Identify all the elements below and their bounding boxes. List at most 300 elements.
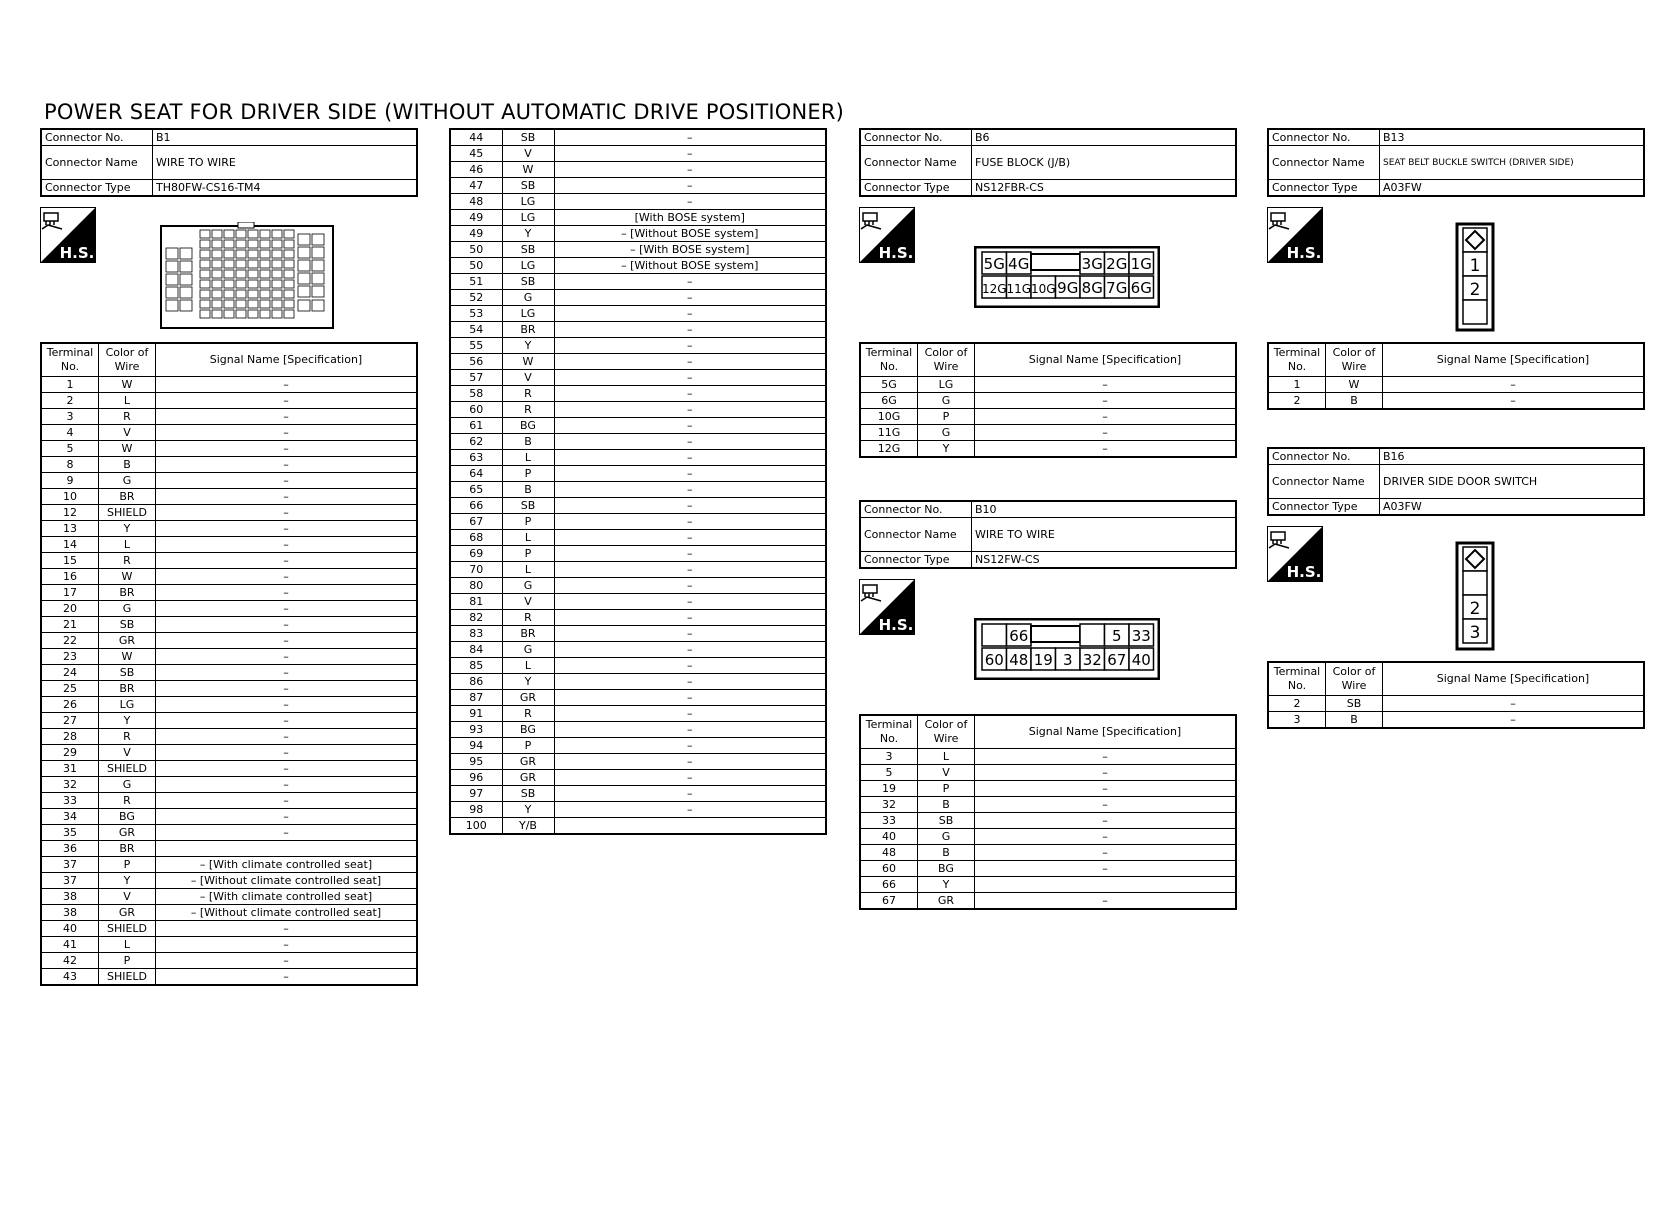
- wire-color-cell: BG: [99, 809, 156, 825]
- terminal-no-cell: 33: [860, 813, 918, 829]
- signal-name-cell: –: [554, 466, 826, 482]
- wire-color-cell: B: [502, 482, 554, 498]
- table-row: [41, 569, 417, 585]
- table-row: [860, 893, 1236, 910]
- harness-side-icon: [859, 579, 915, 635]
- table-row: [41, 553, 417, 569]
- table-row: [41, 761, 417, 777]
- wire-color-cell: SHIELD: [99, 921, 156, 937]
- terminal-no-cell: 49: [450, 226, 502, 242]
- table-row: [860, 845, 1236, 861]
- signal-name-cell: –: [554, 578, 826, 594]
- table-row: [450, 594, 826, 610]
- svg-text:3: 3: [1062, 651, 1073, 669]
- wire-color-cell: GR: [99, 825, 156, 841]
- wire-color-cell: P: [502, 546, 554, 562]
- wire-color-cell: L: [502, 530, 554, 546]
- table-row: [41, 937, 417, 953]
- signal-name-cell: –: [554, 626, 826, 642]
- terminal-no-cell: 41: [41, 937, 99, 953]
- terminal-no-cell: 40: [860, 829, 918, 845]
- table-row: [41, 521, 417, 537]
- svg-text:5G: 5G: [983, 255, 1005, 273]
- wire-color-cell: SB: [502, 498, 554, 514]
- signal-name-cell: –: [156, 601, 418, 617]
- table-row: [41, 841, 417, 857]
- terminal-no-cell: 20: [41, 601, 99, 617]
- table-row: [450, 434, 826, 450]
- wire-color-cell: BR: [99, 681, 156, 697]
- signal-name-cell: –: [156, 489, 418, 505]
- svg-text:H.S.: H.S.: [878, 616, 914, 634]
- connector-b13-terminal-table: [1267, 342, 1645, 410]
- wire-color-cell: V: [99, 745, 156, 761]
- signal-name-cell: –: [156, 441, 418, 457]
- table-row: [450, 610, 826, 626]
- wire-color-cell: Y: [918, 877, 975, 893]
- signal-name-cell: –: [554, 674, 826, 690]
- header-terminal: Terminal No.: [860, 715, 918, 749]
- table-row: [1268, 696, 1644, 712]
- wire-color-cell: B: [1326, 393, 1383, 410]
- signal-name-cell: – [Without climate controlled seat]: [156, 873, 418, 889]
- terminal-no-cell: 66: [450, 498, 502, 514]
- signal-name-cell: –: [554, 434, 826, 450]
- table-row: [41, 745, 417, 761]
- svg-text:33: 33: [1131, 627, 1151, 645]
- wire-color-cell: SB: [502, 786, 554, 802]
- table-row: [860, 797, 1236, 813]
- signal-name-cell: –: [975, 377, 1237, 393]
- svg-text:10G: 10G: [1030, 282, 1056, 296]
- signal-name-cell: –: [554, 562, 826, 578]
- wire-color-cell: B: [918, 845, 975, 861]
- signal-name-cell: –: [156, 953, 418, 969]
- terminal-no-cell: 14: [41, 537, 99, 553]
- signal-name-cell: – [Without BOSE system]: [554, 258, 826, 274]
- terminal-no-cell: 48: [450, 194, 502, 210]
- svg-text:6G: 6G: [1130, 279, 1152, 297]
- terminal-no-cell: 3: [860, 749, 918, 765]
- wire-color-cell: SB: [502, 242, 554, 258]
- terminal-no-cell: 5: [860, 765, 918, 781]
- wire-color-cell: SB: [918, 813, 975, 829]
- terminal-no-cell: 52: [450, 290, 502, 306]
- signal-name-cell: –: [554, 306, 826, 322]
- terminal-no-cell: 50: [450, 242, 502, 258]
- terminal-no-cell: 70: [450, 562, 502, 578]
- terminal-no-cell: 25: [41, 681, 99, 697]
- signal-name-cell: –: [156, 793, 418, 809]
- signal-name-cell: –: [156, 377, 418, 393]
- terminal-no-cell: 63: [450, 450, 502, 466]
- signal-name-cell: –: [975, 813, 1237, 829]
- table-row: [41, 425, 417, 441]
- signal-name-cell: –: [975, 393, 1237, 409]
- signal-name-cell: –: [975, 749, 1237, 765]
- terminal-no-cell: 38: [41, 889, 99, 905]
- signal-name-cell: –: [156, 409, 418, 425]
- harness-side-icon: [40, 207, 96, 263]
- svg-text:11G: 11G: [1006, 282, 1032, 296]
- table-row: [450, 514, 826, 530]
- wire-color-cell: B: [502, 434, 554, 450]
- header-signal: Signal Name [Specification]: [1383, 343, 1645, 377]
- signal-name-cell: –: [554, 290, 826, 306]
- table-row: [1268, 712, 1644, 729]
- header-color: Color of Wire: [918, 343, 975, 377]
- table-row: [450, 626, 826, 642]
- terminal-no-cell: 8: [41, 457, 99, 473]
- signal-name-cell: –: [156, 729, 418, 745]
- terminal-no-cell: 48: [860, 845, 918, 861]
- wire-color-cell: LG: [99, 697, 156, 713]
- signal-name-cell: –: [156, 521, 418, 537]
- table-row: [450, 770, 826, 786]
- wire-color-cell: LG: [918, 377, 975, 393]
- table-row: [860, 829, 1236, 845]
- table-row: [450, 402, 826, 418]
- table-row: [41, 809, 417, 825]
- table-row: [450, 210, 826, 226]
- wire-color-cell: BG: [502, 722, 554, 738]
- signal-name-cell: –: [1383, 712, 1645, 729]
- wire-color-cell: W: [1326, 377, 1383, 393]
- signal-name-cell: –: [156, 585, 418, 601]
- header-signal: Signal Name [Specification]: [156, 343, 418, 377]
- table-row: [860, 765, 1236, 781]
- wire-color-cell: P: [99, 857, 156, 873]
- wire-color-cell: G: [918, 393, 975, 409]
- wire-color-cell: SHIELD: [99, 761, 156, 777]
- signal-name-cell: –: [554, 450, 826, 466]
- wire-color-cell: BR: [502, 626, 554, 642]
- terminal-no-cell: 5G: [860, 377, 918, 393]
- signal-name-cell: –: [156, 473, 418, 489]
- terminal-no-cell: 91: [450, 706, 502, 722]
- terminal-no-cell: 50: [450, 258, 502, 274]
- table-row: [41, 697, 417, 713]
- signal-name-cell: –: [156, 921, 418, 937]
- wire-color-cell: W: [502, 162, 554, 178]
- wire-color-cell: GR: [502, 770, 554, 786]
- terminal-no-cell: 57: [450, 370, 502, 386]
- signal-name-cell: –: [975, 765, 1237, 781]
- signal-name-cell: –: [156, 745, 418, 761]
- svg-text:2: 2: [1469, 280, 1481, 300]
- svg-text:3: 3: [1469, 623, 1481, 643]
- terminal-no-cell: 22: [41, 633, 99, 649]
- wire-color-cell: W: [99, 649, 156, 665]
- table-row: [450, 338, 826, 354]
- signal-name-cell: –: [554, 738, 826, 754]
- terminal-no-cell: 44: [450, 129, 502, 146]
- terminal-no-cell: 3: [1268, 712, 1326, 729]
- signal-name-cell: –: [156, 537, 418, 553]
- terminal-no-cell: 31: [41, 761, 99, 777]
- label-connector-name: Connector Name: [1268, 465, 1380, 499]
- terminal-no-cell: 96: [450, 770, 502, 786]
- table-row: [41, 585, 417, 601]
- signal-name-cell: –: [156, 633, 418, 649]
- signal-name-cell: –: [554, 530, 826, 546]
- terminal-no-cell: 34: [41, 809, 99, 825]
- table-row: [450, 578, 826, 594]
- wire-color-cell: SB: [502, 178, 554, 194]
- table-row: [860, 377, 1236, 393]
- connector-b1-terminal-table-continued: [449, 128, 827, 835]
- wire-color-cell: G: [918, 829, 975, 845]
- connector-name-value: WIRE TO WIRE: [972, 518, 1237, 552]
- signal-name-cell: –: [156, 777, 418, 793]
- harness-side-icon: [1267, 526, 1323, 582]
- terminal-no-cell: 2: [41, 393, 99, 409]
- table-row: [41, 857, 417, 873]
- svg-text:4G: 4G: [1008, 255, 1030, 273]
- svg-text:66: 66: [1009, 627, 1029, 645]
- terminal-no-cell: 24: [41, 665, 99, 681]
- signal-name-cell: –: [554, 546, 826, 562]
- signal-name-cell: –: [156, 969, 418, 986]
- terminal-no-cell: 51: [450, 274, 502, 290]
- terminal-no-cell: 13: [41, 521, 99, 537]
- terminal-no-cell: 17: [41, 585, 99, 601]
- connector-type-value: NS12FBR-CS: [972, 180, 1237, 197]
- svg-text:60: 60: [984, 651, 1004, 669]
- svg-text:48: 48: [1009, 651, 1029, 669]
- wire-color-cell: L: [502, 562, 554, 578]
- signal-name-cell: –: [156, 937, 418, 953]
- connector-b1-info: [40, 128, 418, 197]
- wire-color-cell: LG: [502, 194, 554, 210]
- wire-color-cell: LG: [502, 258, 554, 274]
- svg-text:19: 19: [1033, 651, 1053, 669]
- wire-color-cell: V: [99, 425, 156, 441]
- label-connector-name: Connector Name: [860, 518, 972, 552]
- terminal-no-cell: 58: [450, 386, 502, 402]
- connector-type-value: A03FW: [1380, 180, 1645, 197]
- terminal-no-cell: 84: [450, 642, 502, 658]
- label-connector-type: Connector Type: [860, 552, 972, 569]
- wire-color-cell: W: [99, 441, 156, 457]
- svg-text:H.S.: H.S.: [878, 244, 914, 262]
- table-row: [41, 905, 417, 921]
- connector-no-value: B1: [153, 129, 418, 146]
- terminal-no-cell: 97: [450, 786, 502, 802]
- terminal-no-cell: 60: [450, 402, 502, 418]
- signal-name-cell: –: [1383, 393, 1645, 410]
- signal-name-cell: [156, 841, 418, 857]
- table-row: [1268, 377, 1644, 393]
- terminal-no-cell: 29: [41, 745, 99, 761]
- header-color: Color of Wire: [1326, 662, 1383, 696]
- header-signal: Signal Name [Specification]: [975, 343, 1237, 377]
- wire-color-cell: GR: [918, 893, 975, 910]
- terminal-no-cell: 6G: [860, 393, 918, 409]
- svg-text:40: 40: [1131, 651, 1151, 669]
- table-row: [41, 377, 417, 393]
- signal-name-cell: –: [1383, 696, 1645, 712]
- table-row: [450, 562, 826, 578]
- terminal-no-cell: 9: [41, 473, 99, 489]
- table-row: [860, 813, 1236, 829]
- wire-color-cell: P: [502, 466, 554, 482]
- wire-color-cell: L: [99, 937, 156, 953]
- wire-color-cell: G: [502, 290, 554, 306]
- signal-name-cell: –: [554, 770, 826, 786]
- connector-no-value: B16: [1380, 448, 1645, 465]
- terminal-no-cell: 1: [1268, 377, 1326, 393]
- terminal-no-cell: 69: [450, 546, 502, 562]
- wire-color-cell: G: [99, 601, 156, 617]
- connector-b10-terminal-table: [859, 714, 1237, 910]
- signal-name-cell: –: [554, 194, 826, 210]
- connector-no-value: B6: [972, 129, 1237, 146]
- connector-b6-terminal-table: [859, 342, 1237, 458]
- table-row: [41, 617, 417, 633]
- connector-b16-face-icon: [1455, 541, 1495, 651]
- wire-color-cell: R: [99, 729, 156, 745]
- wire-color-cell: V: [99, 889, 156, 905]
- wire-color-cell: Y: [99, 873, 156, 889]
- terminal-no-cell: 40: [41, 921, 99, 937]
- terminal-no-cell: 16: [41, 569, 99, 585]
- table-row: [41, 601, 417, 617]
- wire-color-cell: SB: [99, 665, 156, 681]
- terminal-no-cell: 43: [41, 969, 99, 986]
- page-title: POWER SEAT FOR DRIVER SIDE (WITHOUT AUTOMATIC DRIVE POSITIONER): [44, 100, 845, 124]
- signal-name-cell: –: [975, 845, 1237, 861]
- terminal-no-cell: 12G: [860, 441, 918, 458]
- signal-name-cell: [975, 877, 1237, 893]
- table-row: [1268, 393, 1644, 410]
- signal-name-cell: –: [156, 825, 418, 841]
- svg-text:2G: 2G: [1106, 255, 1128, 273]
- table-row: [450, 754, 826, 770]
- wire-color-cell: R: [502, 706, 554, 722]
- signal-name-cell: –: [554, 498, 826, 514]
- signal-name-cell: – [Without climate controlled seat]: [156, 905, 418, 921]
- svg-text:32: 32: [1082, 651, 1102, 669]
- table-row: [41, 649, 417, 665]
- wire-color-cell: BR: [502, 322, 554, 338]
- label-connector-type: Connector Type: [860, 180, 972, 197]
- harness-side-icon: [859, 207, 915, 263]
- signal-name-cell: –: [554, 338, 826, 354]
- wire-color-cell: B: [99, 457, 156, 473]
- table-row: [860, 441, 1236, 458]
- signal-name-cell: –: [554, 322, 826, 338]
- terminal-no-cell: 49: [450, 210, 502, 226]
- connector-b13-info: [1267, 128, 1645, 197]
- terminal-no-cell: 65: [450, 482, 502, 498]
- terminal-no-cell: 45: [450, 146, 502, 162]
- wire-color-cell: Y: [99, 521, 156, 537]
- signal-name-cell: –: [156, 697, 418, 713]
- connector-name-value: FUSE BLOCK (J/B): [972, 146, 1237, 180]
- wire-color-cell: SHIELD: [99, 505, 156, 521]
- wire-color-cell: R: [99, 553, 156, 569]
- table-row: [860, 781, 1236, 797]
- signal-name-cell: –: [554, 146, 826, 162]
- table-row: [450, 258, 826, 274]
- wire-color-cell: W: [99, 569, 156, 585]
- terminal-no-cell: 12: [41, 505, 99, 521]
- table-row: [450, 322, 826, 338]
- label-connector-no: Connector No.: [1268, 129, 1380, 146]
- table-row: [450, 386, 826, 402]
- wire-color-cell: P: [502, 514, 554, 530]
- label-connector-no: Connector No.: [860, 501, 972, 518]
- wire-color-cell: R: [99, 793, 156, 809]
- wire-color-cell: B: [918, 797, 975, 813]
- terminal-no-cell: 100: [450, 818, 502, 835]
- terminal-no-cell: 38: [41, 905, 99, 921]
- svg-text:3G: 3G: [1081, 255, 1103, 273]
- wire-color-cell: SB: [99, 617, 156, 633]
- wire-color-cell: GR: [502, 690, 554, 706]
- table-row: [860, 749, 1236, 765]
- signal-name-cell: –: [156, 553, 418, 569]
- header-color: Color of Wire: [99, 343, 156, 377]
- table-row: [450, 786, 826, 802]
- wire-color-cell: V: [502, 146, 554, 162]
- terminal-no-cell: 98: [450, 802, 502, 818]
- wire-color-cell: G: [502, 642, 554, 658]
- terminal-no-cell: 5: [41, 441, 99, 457]
- table-row: [450, 370, 826, 386]
- terminal-no-cell: 36: [41, 841, 99, 857]
- signal-name-cell: –: [975, 893, 1237, 910]
- terminal-no-cell: 93: [450, 722, 502, 738]
- connector-b10-info: [859, 500, 1237, 569]
- svg-text:12G: 12G: [981, 282, 1007, 296]
- wire-color-cell: LG: [502, 306, 554, 322]
- wire-color-cell: G: [99, 777, 156, 793]
- wire-color-cell: GR: [502, 754, 554, 770]
- table-row: [860, 877, 1236, 893]
- terminal-no-cell: 67: [860, 893, 918, 910]
- signal-name-cell: –: [554, 402, 826, 418]
- signal-name-cell: –: [554, 354, 826, 370]
- table-row: [41, 633, 417, 649]
- terminal-no-cell: 33: [41, 793, 99, 809]
- signal-name-cell: –: [975, 797, 1237, 813]
- table-row: [450, 178, 826, 194]
- connector-b16-terminal-table: [1267, 661, 1645, 729]
- svg-text:67: 67: [1107, 651, 1127, 669]
- table-row: [450, 530, 826, 546]
- table-row: [450, 722, 826, 738]
- table-row: [41, 729, 417, 745]
- header-terminal: Terminal No.: [1268, 343, 1326, 377]
- wire-color-cell: L: [918, 749, 975, 765]
- terminal-no-cell: 64: [450, 466, 502, 482]
- wire-color-cell: L: [99, 537, 156, 553]
- wire-color-cell: R: [502, 610, 554, 626]
- table-row: [860, 861, 1236, 877]
- svg-text:1G: 1G: [1130, 255, 1152, 273]
- header-color: Color of Wire: [1326, 343, 1383, 377]
- terminal-no-cell: 60: [860, 861, 918, 877]
- table-row: [41, 921, 417, 937]
- svg-text:H.S.: H.S.: [1286, 244, 1322, 262]
- table-row: [450, 450, 826, 466]
- header-color: Color of Wire: [918, 715, 975, 749]
- table-row: [41, 953, 417, 969]
- terminal-no-cell: 87: [450, 690, 502, 706]
- terminal-no-cell: 2: [1268, 393, 1326, 410]
